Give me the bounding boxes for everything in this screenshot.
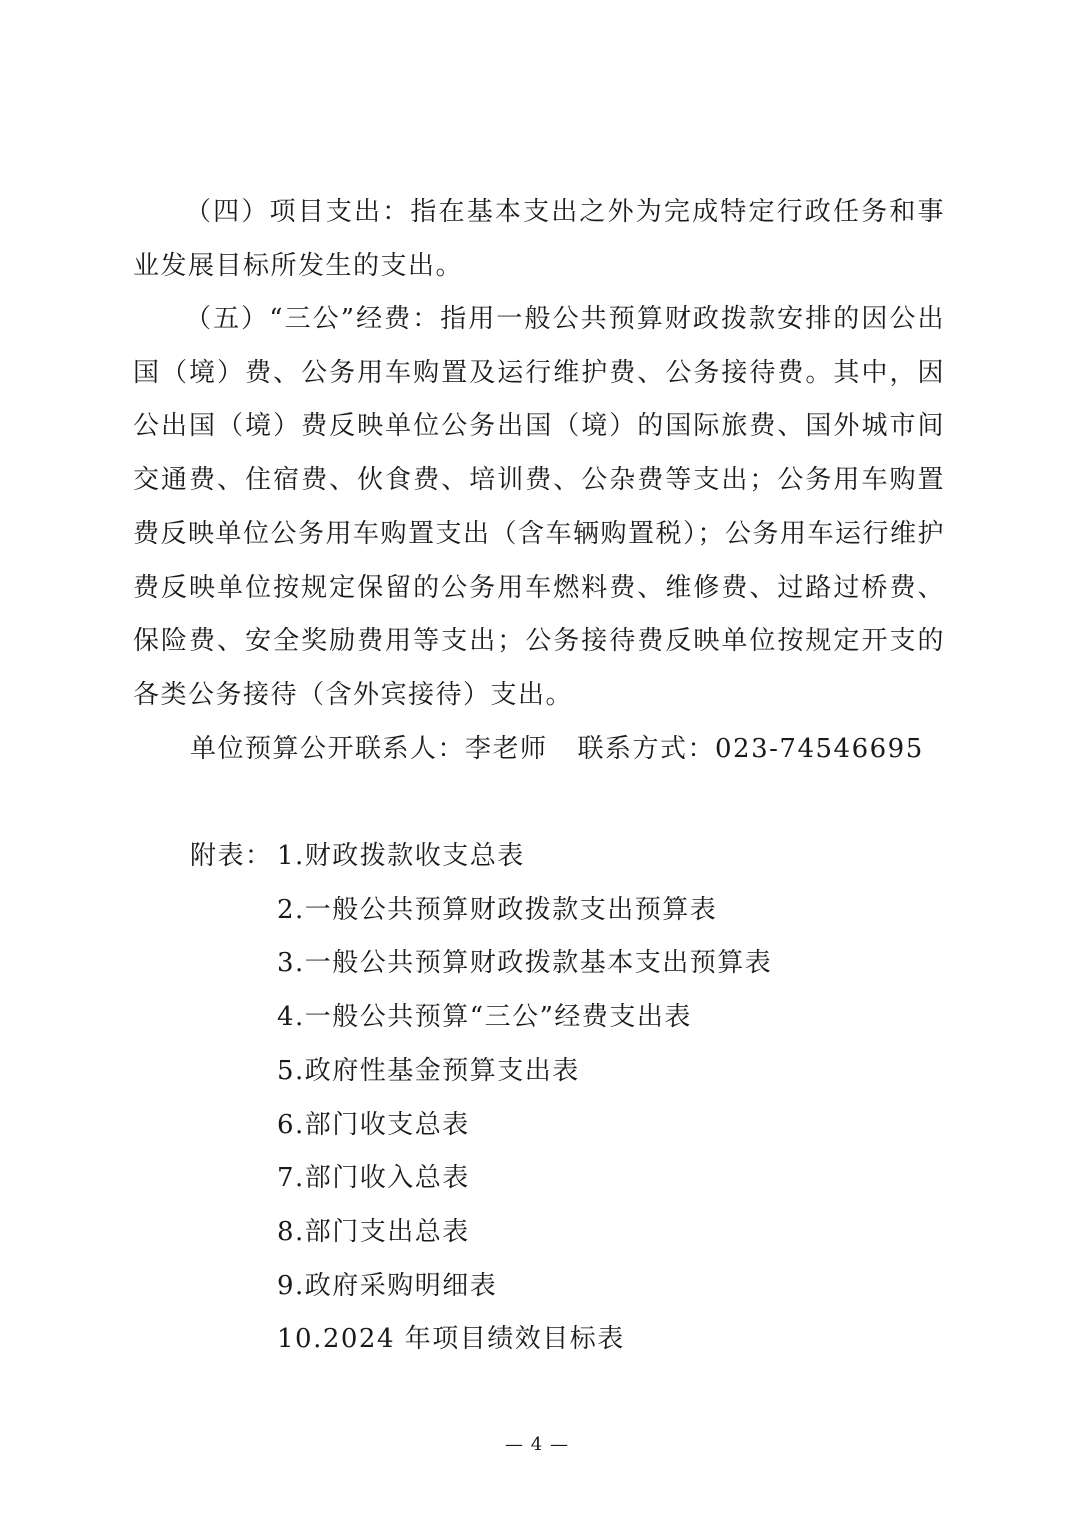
appendix-label: 附表： (190, 841, 273, 871)
appendix-item: 10.2024 年项目绩效目标表 (277, 1324, 625, 1355)
paragraph-three-public-expenses: （五）“三公”经费：指用一般公共预算财政拨款安排的因公出国（境）费、公务用车购置及运行维护费、公务接待费。其中，因公出国（境）费反映单位公务出国（境）的国际旅费、国外城市间交通费、住宿费、伙食费、培训费、公杂费等支出；公务用车购置费反映单位公务用车购置支出（含车辆购置税）；公务用车运行维护费反映单位按规定保留的公务用车燃料费、维修费、过路过桥费、保险费、安全奖励费用等支出；公务接待费反映单位按规定开支的各类公务接待（含外宾接待）支出。 (133, 304, 946, 710)
contact-person: 单位预算公开联系人：李老师 (190, 734, 548, 764)
appendix-item: 9.政府采购明细表 (277, 1270, 498, 1301)
appendix-list (190, 830, 772, 1367)
page-number: — 4 — (505, 1434, 569, 1455)
paragraph-project-expense: （四）项目支出：指在基本支出之外为完成特定行政任务和事业发展目标所发生的支出。 (133, 197, 945, 281)
appendix-item: 8.部门支出总表 (277, 1216, 470, 1247)
contact-line (190, 723, 924, 777)
appendix-item: 7.部门收入总表 (277, 1163, 470, 1194)
appendix-item: 5.政府性基金预算支出表 (277, 1055, 580, 1086)
appendix-item: 6.部门收支总表 (277, 1109, 470, 1140)
appendix-item: 3.一般公共预算财政拨款基本支出预算表 (277, 948, 773, 979)
appendix-item: 2.一般公共预算财政拨款支出预算表 (277, 894, 718, 925)
appendix-item: 4.一般公共预算“三公”经费支出表 (277, 1002, 692, 1033)
appendix-item: 1.财政拨款收支总表 (277, 841, 525, 871)
contact-method: 联系方式：023-74546695 (577, 734, 924, 764)
